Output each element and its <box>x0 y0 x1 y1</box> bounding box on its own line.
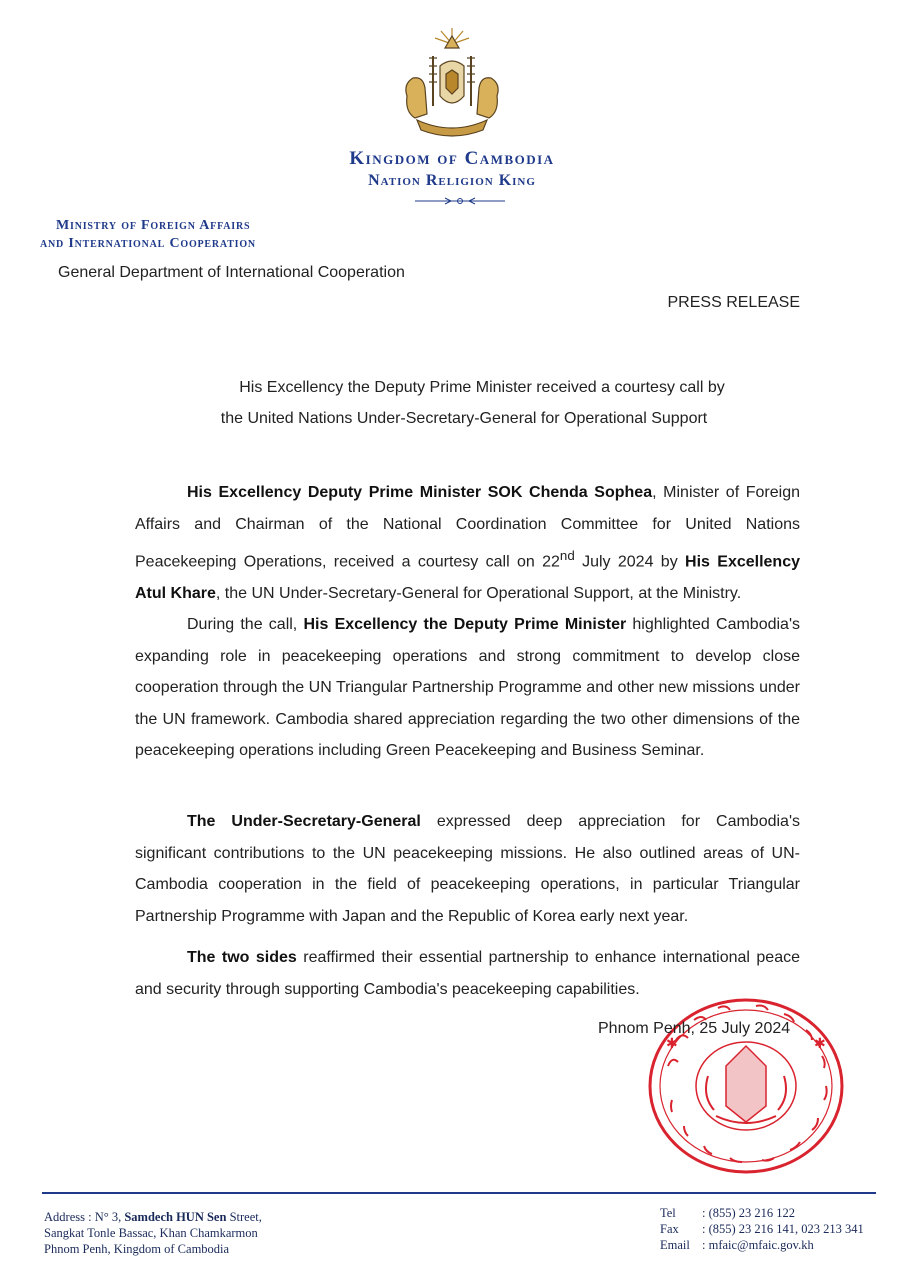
place-and-date: Phnom Penh, 25 July 2024 <box>598 1020 791 1037</box>
release-title-line2: the United Nations Under-Secretary-General for Operational Support <box>220 410 708 427</box>
ornament-divider <box>415 196 505 206</box>
national-motto: Nation Religion King <box>368 172 536 189</box>
royal-coat-of-arms <box>393 26 511 144</box>
paragraph-2 <box>135 609 800 767</box>
street-name: Samdech HUN Sen <box>124 1210 227 1224</box>
release-title-line1: His Excellency the Deputy Prime Minister received a courtesy call by <box>239 379 725 396</box>
address-line3: Phnom Penh, Kingdom of Cambodia <box>44 1242 230 1256</box>
bold-phrase: His Excellency the Deputy Prime Minister <box>303 616 627 633</box>
paragraph-text: , the UN Under-Secretary-General for Operational Support, at the Ministry. <box>215 584 742 602</box>
paragraph-text: During the call, <box>187 616 304 633</box>
paragraph-text: July 2024 by <box>574 553 686 571</box>
paragraph-text: reaffirmed their essential partnership to enhance international peace and security through supporting Cambodia's peacekeeping capabilities. <box>135 949 800 998</box>
email-value: : mfaic@mfaic.gov.kh <box>702 1238 814 1252</box>
svg-text:✱: ✱ <box>814 1035 826 1051</box>
ministry-name-line1: Ministry of Foreign Affairs <box>56 218 251 233</box>
address-label: Address : N° 3, <box>44 1210 125 1224</box>
footer-divider <box>42 1192 876 1194</box>
bold-phrase: His Excellency Deputy Prime Minister SOK Chenda Sophea <box>187 484 653 501</box>
footer-contact <box>660 1205 864 1253</box>
bold-phrase: The two sides <box>187 949 297 966</box>
street-suffix: Street, <box>226 1210 262 1224</box>
paragraph-3 <box>135 806 800 932</box>
document-type: PRESS RELEASE <box>667 294 800 311</box>
address-line2: Sangkat Tonle Bassac, Khan Chamkarmon <box>44 1226 258 1240</box>
paragraph-text: expressed deep appreciation for Cambodia's significant contributions to the UN peacekeeping missions. He also outlined areas of UN-Cambodia cooperation in the field of peacekeeping operations, in particular Triangular Partnership Programme with Japan and the Republic of Korea early next year. <box>135 813 800 925</box>
bold-phrase: The Under-Secretary-General <box>187 813 421 830</box>
fax-value: : (855) 23 216 141, 023 213 341 <box>702 1222 864 1236</box>
tel-value: : (855) 23 216 122 <box>702 1206 796 1220</box>
email-label: Email <box>660 1238 690 1252</box>
paragraph-1 <box>135 477 800 609</box>
tel-label: Tel <box>660 1206 676 1220</box>
bold-phrase: His Excellency Atul Khare <box>135 553 801 602</box>
fax-label: Fax <box>660 1222 679 1236</box>
ordinal-suffix: nd <box>559 548 575 563</box>
svg-text:✱: ✱ <box>666 1035 678 1051</box>
paragraph-text: highlighted Cambodia's expanding role in peacekeeping operations and strong commitment to develop close cooperation through the UN Triangular Partnership Programme and other new missions under the UN framework. Cambodia shared appreciation regarding the two other dimensions of the peacekeeping operations including Green Peacekeeping and Business Seminar. <box>135 616 800 759</box>
paragraph-text: , Minister of Foreign Affairs and Chairman of the National Coordination Committee for United Nations Peacekeeping Operations, received a courtesy call on 22 <box>135 484 800 571</box>
footer-address <box>44 1209 262 1257</box>
department-name: General Department of International Cooperation <box>58 264 405 281</box>
ministry-name-line2: and International Cooperation <box>40 236 256 251</box>
kingdom-title: Kingdom of Cambodia <box>349 148 555 169</box>
